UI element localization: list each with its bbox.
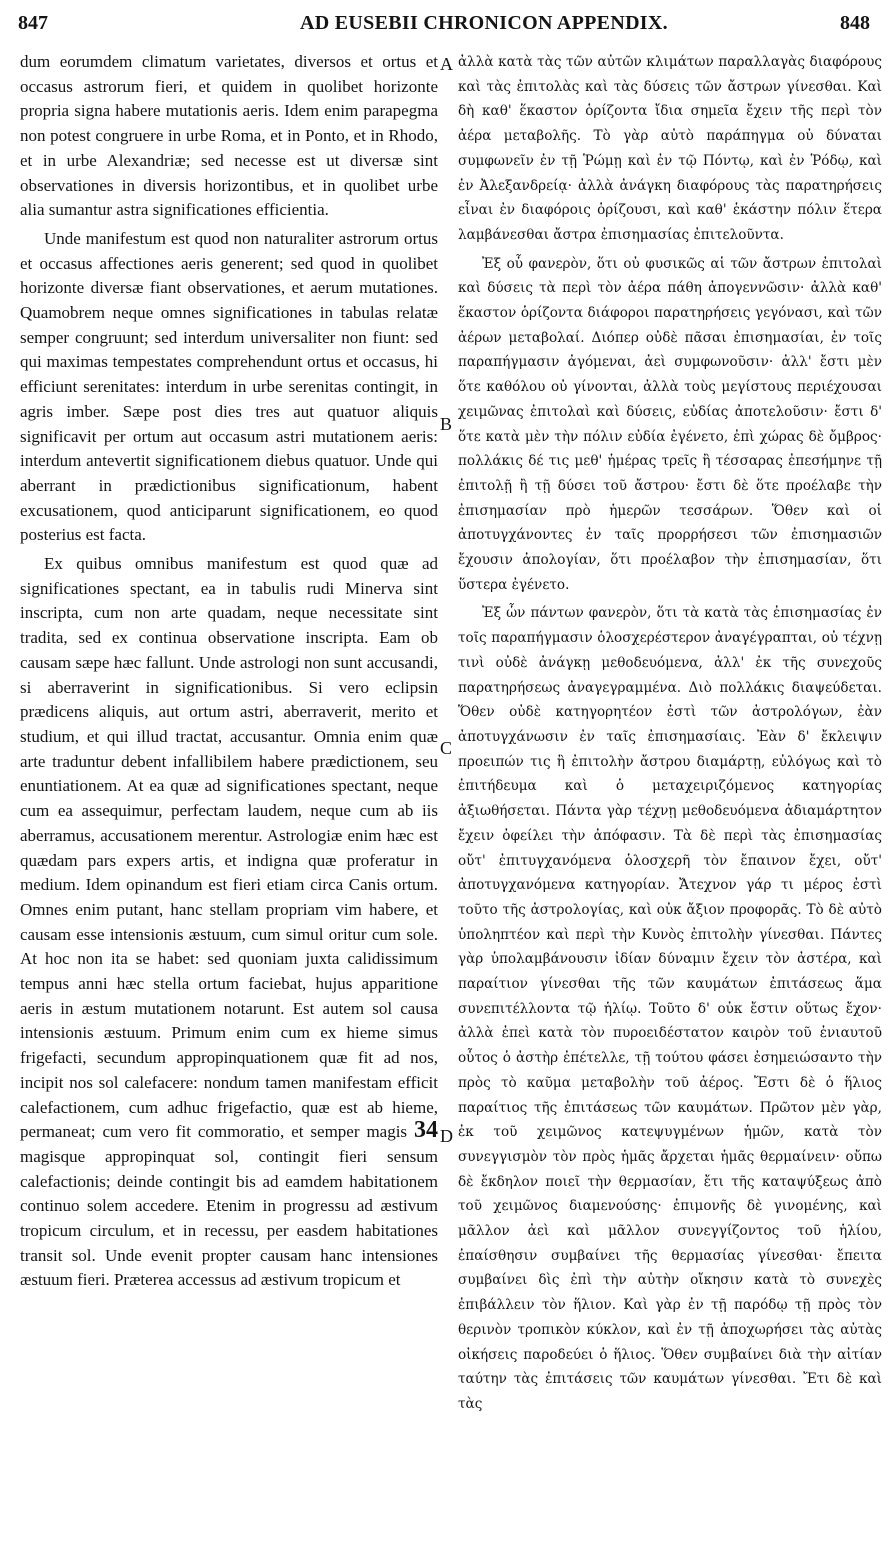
latin-paragraph-3 bbox=[20, 552, 438, 1293]
latin-paragraph-2: Unde manifestum est quod non naturaliter astrorum ortus et occasus affectiones aeris generent; sed quod in quolibet horizonte diversæ fiant observationes, et aerum mutationes. Quamobrem neque omnes significationes in tabulas relatæ semper congruunt; sed interdum universaliter non fiunt: sed qui maximas tempestates comprehendunt ortus et occasus, hi efficiunt serenitates: interdum in urbe serenitas contingit, in agris imber. Sæpe post dies tres aut quatuor aliquis significavit per ortum aut occasum astri mutationem aeris: interdum antevertit significationem diebus quatuor. Unde qui aberrant in prædictionibus significationum, habent excusationem, quod anticiparunt significationem, eo quod posterius est facta. bbox=[20, 228, 438, 545]
margin-marker-c: C bbox=[440, 738, 453, 758]
running-title: AD EUSEBII CHRONICON APPENDIX. bbox=[300, 12, 668, 34]
greek-paragraph-1: ἀλλὰ κατὰ τὰς τῶν αὐτῶν κλιμάτων παραλλαγὰς διαφόρους καὶ τὰς ἐπιτολὰς καὶ τὰς δύσεις τῶν ἄστρων γίνεσθαι. Καὶ δὴ καθ' ἕκαστον ὁρίζοντα ἴδια σημεῖα ἔχειν τῆς περὶ τὸν ἀέρα μεταβολῆς. Τὸ γὰρ αὐτὸ παράπηγμα οὐ δύναται συμφωνεῖν ἐν τῇ Ῥώμῃ καὶ ἐν τῷ Πόντῳ, καὶ ἐν Ῥόδῳ, καὶ ἐν Ἀλεξανδρείᾳ· ἀλλὰ ἀνάγκη διαφόρους τὰς παρατηρήσεις εἶναι ἐν διαφόροις ὁρίζουσι, καὶ καθ' ἑκάστην πόλιν ἕτερα λαμβάνεσθαι ἄστρα ἐπισημασίας ἐπιτελοῦντα. bbox=[458, 54, 882, 243]
margin-marker-d: D bbox=[440, 1126, 453, 1146]
page-number-left: 847 bbox=[18, 12, 48, 34]
page-header bbox=[0, 0, 896, 40]
margin-marker-b: B bbox=[440, 414, 453, 434]
section-number: 34 bbox=[414, 1117, 438, 1144]
greek-paragraph-2: Ἐξ οὗ φανερὸν, ὅτι οὐ φυσικῶς αἱ τῶν ἄστρων ἐπιτολαὶ καὶ δύσεις τὰ περὶ τὸν ἀέρα πάθη ἀπογεννῶσιν· ἀλλὰ καθ' ἕκαστον ὁρίζοντα διάφοροι παρατηρήσεις γεγόνασι, καὶ τῶν ἀέρων μεταβολαί. Διόπερ οὐδὲ πᾶσαι ἐπισημασίαι, ἐν τοῖς παραπήγμασιν ἀγόμεναι, ἀεὶ συμφωνοῦσιν· ἀλλ' ἔστι μὲν ὅτε καθόλου οὐ γίνονται, ἀλλὰ τοὺς μεγίστους περιέχουσαι χειμῶνας ἐπιτολαὶ καὶ δύσεις, εὐδίας ἀποτελοῦσιν· ἔστι δ' ὅτε κατὰ μὲν τὴν πόλιν εὐδία ἐγένετο, ἐπὶ χώρας δὲ ὄμβρος· πολλάκις δέ τις μεθ' ἡμέρας τρεῖς ἢ τέσσαρας ἐπεσήμηνε τῇ ἐπιτολῇ ἢ τῇ δύσει τοῦ ἄστρου· ἔστι δὲ ὅτε προέλαβε τὴν ἐπισημασίαν πρὸ ἡμερῶν τεσσάρων. Ὅθεν καὶ οἱ ἀποτυγχάνοντες ἐν ταῖς προρρήσεσι τῶν ἐπισημασιῶν ἔχουσιν ἀπολογίαν, ὅτι προέλαβον τὴν ἐπισημασίαν, ὅτι ὕστερα ἐγένετο. bbox=[458, 255, 882, 593]
greek-paragraph-3: Ἐξ ὧν πάντων φανερὸν, ὅτι τὰ κατὰ τὰς ἐπισημασίας ἐν τοῖς παραπήγμασιν ὁλοσχερέστερον ἀναγέγραπται, οὐ τέχνῃ τινὶ οὐδὲ ἀνάγκῃ μεθοδευόμενα, ἀλλ' ἐκ τῆς συνεχοῦς παρατηρήσεως ἀναγεγραμμένα. Διὸ πολλάκις διαψεύδεται. Ὅθεν οὐδὲ κατηγορητέον ἐστὶ τῶν ἀστρολόγων, ἐὰν ἀποτυγχάνωσιν ἐν ταῖς ἐπισημασίαις. Ἐὰν δ' ἔκλειψιν προειπών τις ἢ ἐπιτολὴν ἄστρου διαμάρτῃ, εὐλόγως καὶ τὸ ἐπιτήδευμα καὶ ὁ μεταχειριζόμενος κατηγορίας ἀξιωθήσεται. Πάντα γὰρ τέχνῃ μεθοδευόμενα ἀδιαμάρτητον ἔχειν ὀφείλει τὴν ἀπόφασιν. Τὰ δὲ περὶ τὰς ἐπισημασίας οὔτ' ἐπιτυγχανόμενα ὁλοσχερῆ τὸν ἔπαινον ἔχει, οὔτ' ἀποτυγχανόμενα κατηγορίαν. Ἄτεχνον γάρ τι μέρος ἐστὶ τοῦτο τῆς ἀστρολογίας, καὶ οὐκ ἄξιον προφορᾶς. Τὸ δὲ αὐτὸ ὑποληπτέον καὶ περὶ τὴν Κυνὸς ἐπιτολὴν γίνεσθαι. Πάντες γὰρ ὑπολαμβάνουσιν ἰδίαν δύναμιν ἔχειν τὸν ἀστέρα, καὶ παραίτιον γίνεσθαι τῆς τῶν καυμάτων ἐπιτάσεως ἅμα συνεπιτέλλοντα τῷ ἡλίῳ. Τοῦτο δ' οὐκ ἔστιν οὕτως ἔχον· ἀλλὰ ἐπεὶ κατὰ τὸν πυροειδέστατον καιρὸν τοῦ ἐνιαυτοῦ οὗτος ὁ ἀστὴρ ἐπέτελλε, τῇ τούτου φάσει ἐσημειώσαντο τὴν πρὸς τὸ καῦμα μεταβολὴν τοῦ ἀέρος. Ἔστι δὲ ὁ ἥλιος παραίτιος τῆς ἐπιτάσεως τῶν καυμάτων. Πρῶτον μὲν γὰρ, ἐκ τοῦ χειμῶνος κατεψυγμένων ἡμῶν, κατὰ τὸν συνεγγισμὸν τὸν πρὸς ἡμᾶς ἄρχεται ἡμᾶς θερμαίνειν· οὔπω δὲ ἔκδηλον ποιεῖ τὴν θερμασίαν, ἔτι τῆς καταψύξεως ἀπὸ τοῦ χειμῶνος διαμενούσης· ἐπιμονῆς δὲ γινομένης, καὶ μᾶλλον ἀεὶ καὶ μᾶλλον συνεγγίζοντος τοῦ ἡλίου, ἐπαίσθησιν συμβαίνει τῆς θερμασίας γίνεσθαι· ἔπειτα συμβαίνει δὶς ἐπὶ τὴν αὐτὴν οἴκησιν κατὰ τὸ συνεχὲς ἐπιβάλλειν τὸν ἥλιον. Καὶ γὰρ ἐν τῇ παρόδῳ τῇ πρὸς τὸν θερινὸν τροπικὸν κύκλον, καὶ ἐν τῇ ἀποχωρήσει τὰς αὐτὰς οἰκήσεις παροδεύει ὁ ἥλιος. Ὅθεν συμβαίνει διὰ τὴν αἰτίαν ταύτην τὰς ἐπιτάσεις τῶν καυμάτων γίνεσθαι. Ἔτι δὲ καὶ τὰς bbox=[458, 605, 882, 1412]
greek-column bbox=[458, 50, 882, 1421]
margin-marker-a: A bbox=[440, 54, 453, 74]
page-number-right: 848 bbox=[840, 12, 870, 34]
latin-paragraph-1: dum eorumdem climatum varietates, diversos et ortus et occasus astrorum fieri, et quidem in quolibet horizonte propria signa habere mutationis aeris. Idem enim parapegma non potest congruere in urbe Roma, et in Ponto, et in Rhodo, et in urbe Alexandriæ; sed necesse est ut diversæ sint observationes in diversis horizontibus, et in quolibet urbe alia sumantur astra significationes efficientia. bbox=[20, 52, 438, 220]
latin-column bbox=[20, 50, 438, 1297]
latin-paragraph-3-continuation: magisque appropinquat sol, contingit fieri sensum calefactionis; deinde contingit bis ad eamdem habitationem continuo solem accedere. Etenim in progressu ad æstivum tropicum circulum, et in recessu, per easdem habitationes transit sol. Unde evenit propter causam hanc intensiones æstuum fieri. Præterea accessus ad æstivum tropicum et bbox=[20, 1146, 438, 1290]
latin-paragraph-3-text: Ex quibus omnibus manifestum est quod quæ ad significationes spectant, ea in tabulis rudi Minerva sint inscripta, cum non arte quadam, neque necessitate sint tradita, sed ex continua observatione inscripta. Eam ob causam sæpe hæc fallunt. Unde astrologi non sunt accusandi, si aberraverint in significationibus. Si vero eclipsin prædicens aliquis, aut ortum astri, aberraverit, merito et studium, et qui illud tractat, accusantur. Omnia enim quæ arte traduntur debent infallibilem habere prædictionem, seu enuntiationem. At ea quæ ad significationes spectant, neque cum ea assequimur, perfectam laudem, neque cum ab iis aberramus, accusationem merentur. Astrologiæ enim hæc est quædam pars expers artis, et indigna quæ proferatur in medium. Idem opinandum est fieri etiam circa Canis ortum. Omnes enim putant, hanc stellam propriam vim habere, et causam esse intensionis æstuum, cum simul oritur cum sole. At hoc non ita se habet: sed quoniam juxta calidissimum tempus anni hæc stella ortum faciebat, hujus apparitione aeris in æstum mutationem notarunt. Est autem sol causa intensionis æstuum. Primum enim cum ex hieme simus frigefacti, secundum appropinquationem quæ fit ad nos, incipit nos sol calefacere: nondum tamen manifestam efficit calefactionem, cum adhuc frigefactio, quæ est ab hieme, permaneat; cum vero fit commoratio, et semper magis bbox=[20, 554, 438, 1142]
